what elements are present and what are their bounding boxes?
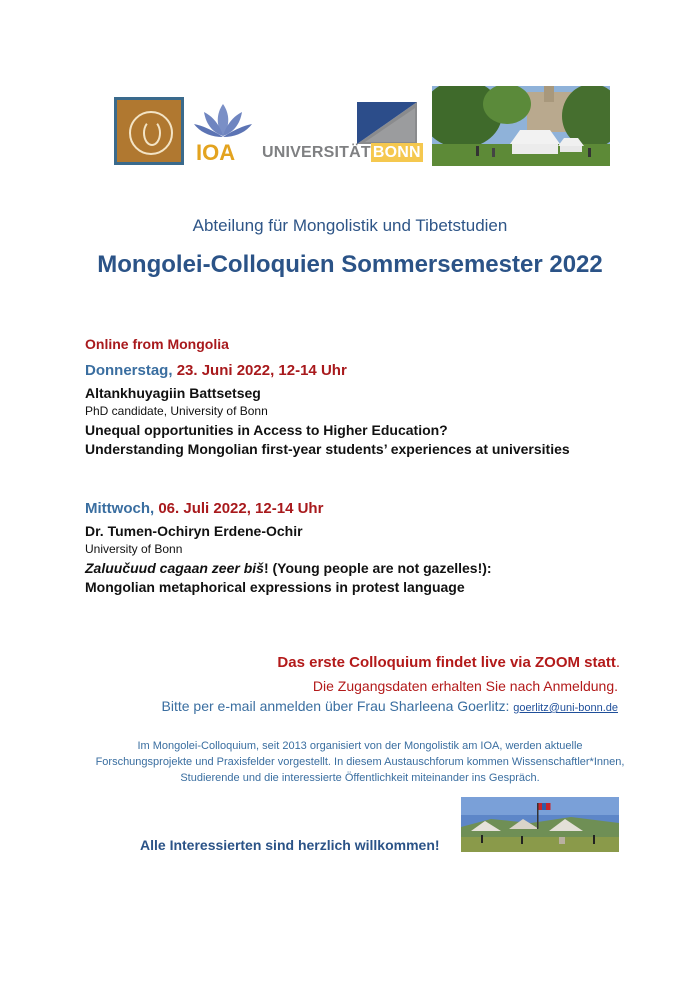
registration-line [162, 698, 618, 714]
ioa-logo-text: IOA [196, 140, 236, 165]
event2-date: 06. Juli 2022, 12-14 Uhr [158, 500, 324, 517]
ioa-logo [190, 100, 256, 166]
event2-affiliation: University of Bonn [85, 542, 183, 556]
event1-affiliation: PhD candidate, University of Bonn [85, 404, 268, 418]
event2-day: Mittwoch, [85, 500, 159, 517]
access-notice: Die Zugangsdaten erhalten Sie nach Anmeldung. [312, 678, 618, 694]
email-link[interactable]: goerlitz@uni-bonn.de [513, 702, 618, 714]
lotus-icon [190, 100, 256, 144]
university-bonn-logo [262, 102, 422, 166]
photo-yurts-campus [432, 86, 610, 166]
registration-text: Bitte per e-mail anmelden über Frau Sharleena Goerlitz: [161, 698, 514, 714]
event1-speaker: Altankhuyagiin Battsetseg [85, 385, 261, 401]
event2-title-rest: ! (Young people are not gazelles!): [263, 560, 492, 576]
photo-naadam-festival [461, 797, 619, 852]
event1-datetime [85, 362, 347, 379]
department-heading: Abteilung für Mongolistik und Tibetstudien [192, 216, 508, 235]
description-paragraph: Im Mongolei-Colloquium, seit 2013 organisiert von der Mongolistik am IOA, werden aktuelle Forschungsprojekte und Praxisfelder vorgestellt. In diesem Austauschforum kommen Wissenschaftler*Innen, Studierende und die interessierte Öffentlichkeit miteinander ins Gespräch. [95, 740, 625, 784]
event1-day: Donnerstag, [85, 362, 177, 379]
bonn-logo-text-right: BONN [372, 144, 421, 161]
bonn-logo-text [262, 144, 423, 162]
event2-title-line1 [85, 560, 492, 576]
bonn-logo-text-left: UNIVERSITÄT [262, 144, 371, 161]
event2-title-italic: Zaluučuud cagaan zeer biš [85, 560, 264, 576]
zoom-notice-text: Das erste Colloquium findet live via ZOOM statt [277, 654, 616, 671]
event1-date: 23. Juni 2022, 12-14 Uhr [176, 362, 347, 379]
event2-datetime [85, 500, 323, 517]
online-label: Online from Mongolia [85, 336, 229, 352]
event1-title-line2: Understanding Mongolian first-year students’ experiences at universities [85, 441, 570, 457]
page-title: Mongolei-Colloquien Sommersemester 2022 [97, 251, 603, 278]
mongolistik-seal-logo [114, 97, 184, 165]
event2-speaker: Dr. Tumen-Ochiryn Erdene-Ochir [85, 523, 303, 539]
event1-title-line1: Unequal opportunities in Access to Higher Education? [85, 422, 448, 438]
bonn-emblem-icon [357, 102, 417, 144]
welcome-line: Alle Interessierten sind herzlich willkommen! [140, 837, 440, 853]
zoom-notice-dot: . [615, 654, 620, 671]
zoom-notice [277, 654, 620, 671]
event2-title-line2: Mongolian metaphorical expressions in protest language [85, 579, 465, 595]
